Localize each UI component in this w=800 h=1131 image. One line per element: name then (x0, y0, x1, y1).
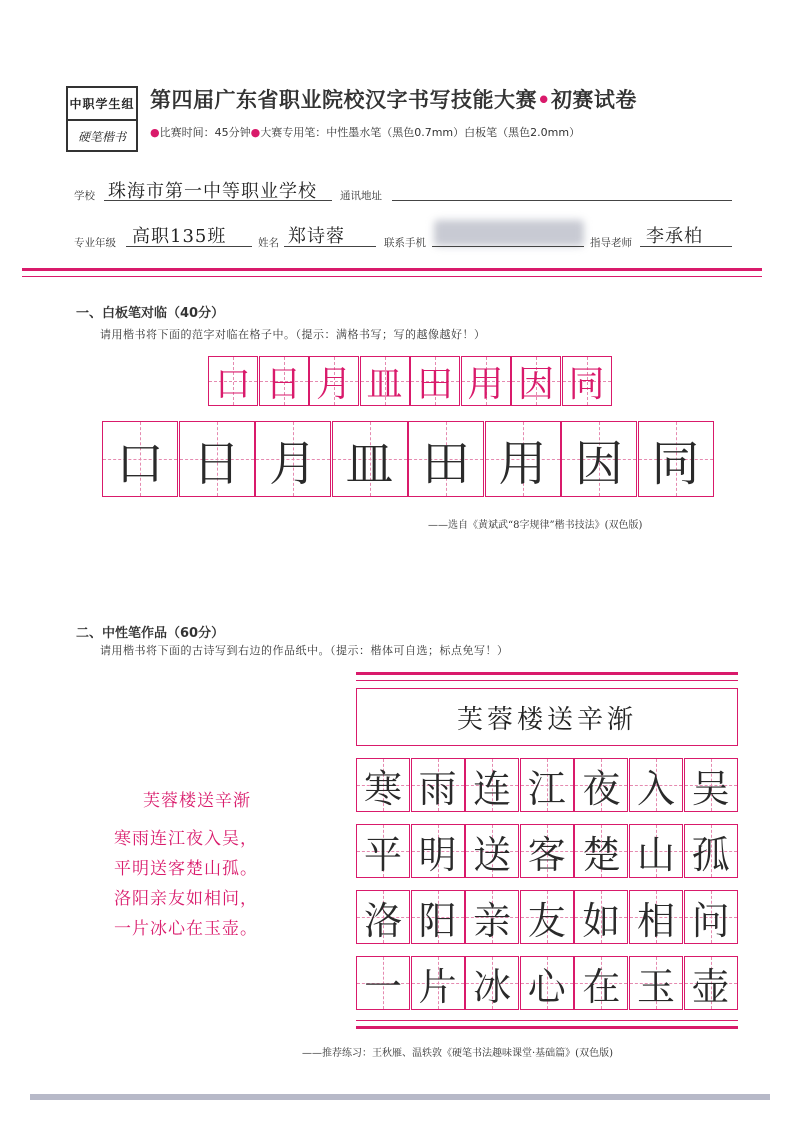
poem-title: 芙蓉楼送辛渐 (143, 791, 251, 811)
copy-char: 用 (498, 435, 547, 492)
model-cell (360, 356, 410, 406)
model-cell (511, 356, 561, 406)
teacher-value[interactable]: 李承柏 (646, 226, 703, 247)
phone-redacted (434, 220, 584, 246)
phone-label: 联系手机 (384, 237, 426, 249)
work-cell[interactable] (574, 890, 628, 944)
model-cell (562, 356, 612, 406)
work-char: 一 (363, 964, 402, 1009)
name-value[interactable]: 郑诗蓉 (288, 226, 345, 247)
model-cell (309, 356, 359, 406)
work-cell[interactable] (411, 824, 465, 878)
header-divider (22, 268, 762, 271)
major-label: 专业年级 (74, 237, 116, 249)
work-cell[interactable] (684, 824, 738, 878)
work-cell[interactable] (520, 758, 574, 812)
work-cell[interactable] (684, 758, 738, 812)
copy-char: 皿 (345, 435, 394, 492)
section1-instruction: 请用楷书将下面的范字对临在格子中。（提示：满格书写；写的越像越好！） (100, 328, 486, 341)
section1-credit: ——选自《黄斌武“8字规律”楷书技法》(双色版) (428, 520, 643, 531)
address-label: 通讯地址 (340, 190, 382, 202)
poem-line-3: 洛阳亲友如相问， (114, 889, 258, 909)
model-cell (259, 356, 309, 406)
work-char: 客 (527, 832, 566, 877)
work-cell[interactable] (629, 758, 683, 812)
school-label: 学校 (74, 190, 95, 202)
work-cell[interactable] (411, 956, 465, 1010)
bullet-icon: ● (150, 126, 160, 139)
copy-char: 同 (651, 435, 700, 492)
work-cell[interactable] (520, 824, 574, 878)
model-char: 田 (416, 363, 453, 405)
work-cell[interactable] (574, 956, 628, 1010)
work-cell[interactable] (520, 890, 574, 944)
work-char: 片 (418, 964, 457, 1009)
section1-title: 一、白板笔对临（40分） (76, 306, 225, 321)
school-underline (104, 200, 332, 201)
address-underline (392, 200, 732, 201)
exam-pens: 大赛专用笔：中性墨水笔（黑色0.7mm）白板笔（黑色2.0mm） (260, 126, 581, 139)
model-char: 口 (214, 363, 251, 405)
category-badge (66, 86, 138, 152)
work-cell[interactable] (629, 890, 683, 944)
copy-cell[interactable] (485, 421, 561, 497)
work-top-border-thin (356, 680, 738, 681)
copy-cell[interactable] (255, 421, 331, 497)
work-cell[interactable] (356, 758, 410, 812)
copy-char: 日 (192, 435, 241, 492)
phone-underline (432, 246, 584, 247)
major-value[interactable]: 高职135班 (132, 226, 227, 247)
model-char: 用 (467, 363, 504, 405)
major-underline (126, 246, 252, 247)
copy-char: 田 (421, 435, 470, 492)
bullet-icon: ● (250, 126, 261, 139)
model-char: 因 (517, 363, 554, 405)
poem-line-2: 平明送客楚山孤。 (114, 859, 258, 879)
model-cell (208, 356, 258, 406)
work-char: 如 (582, 898, 621, 943)
work-char: 亲 (473, 898, 512, 943)
work-char: 玉 (636, 964, 675, 1009)
model-char: 皿 (366, 363, 403, 405)
work-bottom-border-thin (356, 1020, 738, 1021)
work-char: 江 (527, 766, 566, 811)
section2-instruction: 请用楷书将下面的古诗写到右边的作品纸中。（提示：楷体可自选；标点免写！） (100, 644, 509, 657)
copy-char: 月 (268, 435, 317, 492)
work-cell[interactable] (465, 890, 519, 944)
work-char: 明 (418, 832, 457, 877)
work-cell[interactable] (356, 956, 410, 1010)
model-cell (410, 356, 460, 406)
copy-char: 口 (115, 435, 164, 492)
work-char: 寒 (363, 766, 402, 811)
work-cell[interactable] (465, 956, 519, 1010)
header-divider-thin (22, 276, 762, 277)
title-dot: • (537, 88, 551, 112)
work-cell[interactable] (465, 758, 519, 812)
work-char: 平 (363, 832, 402, 877)
work-cell[interactable] (684, 890, 738, 944)
badge-bottom: 硬笔楷书 (77, 130, 126, 144)
work-char: 送 (473, 832, 512, 877)
copy-char: 因 (574, 435, 623, 492)
teacher-underline (640, 246, 732, 247)
work-cell[interactable] (684, 956, 738, 1010)
work-title-box (356, 688, 738, 746)
model-char: 同 (568, 363, 605, 405)
exam-info (150, 124, 580, 140)
work-char: 在 (582, 964, 621, 1009)
copy-cell[interactable] (638, 421, 714, 497)
title-suffix: 初赛试卷 (550, 88, 637, 112)
poem-line-4: 一片冰心在玉壶。 (114, 919, 258, 939)
name-underline (284, 246, 376, 247)
work-char: 雨 (418, 766, 457, 811)
work-cell[interactable] (411, 890, 465, 944)
work-char: 入 (636, 766, 675, 811)
school-value[interactable]: 珠海市第一中等职业学校 (108, 181, 317, 202)
work-char: 问 (691, 898, 730, 943)
teacher-label: 指导老师 (590, 237, 632, 249)
copy-cell[interactable] (102, 421, 178, 497)
work-char: 夜 (582, 766, 621, 811)
work-char: 壶 (691, 964, 730, 1009)
work-cell[interactable] (356, 890, 410, 944)
work-cell[interactable] (574, 824, 628, 878)
copy-cell[interactable] (179, 421, 255, 497)
work-char: 相 (636, 898, 675, 943)
work-char: 洛 (363, 898, 402, 943)
work-char: 连 (473, 766, 512, 811)
work-cell[interactable] (574, 758, 628, 812)
copy-cell[interactable] (332, 421, 408, 497)
name-label: 姓名 (258, 237, 279, 249)
copy-cell[interactable] (408, 421, 484, 497)
work-top-border (356, 672, 738, 675)
work-char: 阳 (418, 898, 457, 943)
copy-cell[interactable] (561, 421, 637, 497)
work-char: 楚 (582, 832, 621, 877)
work-char: 心 (527, 964, 566, 1009)
work-title: 芙蓉楼送辛渐 (456, 704, 637, 735)
page-title (150, 84, 637, 114)
work-cell[interactable] (356, 824, 410, 878)
work-cell[interactable] (520, 956, 574, 1010)
work-char: 山 (636, 832, 675, 877)
work-bottom-border (356, 1026, 738, 1029)
work-char: 孤 (691, 832, 730, 877)
work-char: 冰 (473, 964, 512, 1009)
badge-top: 中职学生组 (68, 88, 136, 121)
work-cell[interactable] (629, 824, 683, 878)
work-cell[interactable] (465, 824, 519, 878)
work-cell[interactable] (629, 956, 683, 1010)
section2-credit: ——推荐练习：王秋雁、温轶敦《硬笔书法趣味课堂·基础篇》(双色版) (302, 1048, 613, 1059)
title-main: 第四届广东省职业院校汉字书写技能大赛 (150, 88, 537, 112)
model-char: 日 (265, 363, 302, 405)
model-cell (461, 356, 511, 406)
exam-time: 比赛时间：45分钟 (159, 126, 251, 139)
poem-line-1: 寒雨连江夜入吴， (114, 829, 258, 849)
model-char: 月 (315, 363, 352, 405)
work-char: 友 (527, 898, 566, 943)
work-cell[interactable] (411, 758, 465, 812)
footer-bar (30, 1094, 770, 1100)
work-char: 吴 (691, 766, 730, 811)
section2-title: 二、中性笔作品（60分） (76, 626, 225, 641)
